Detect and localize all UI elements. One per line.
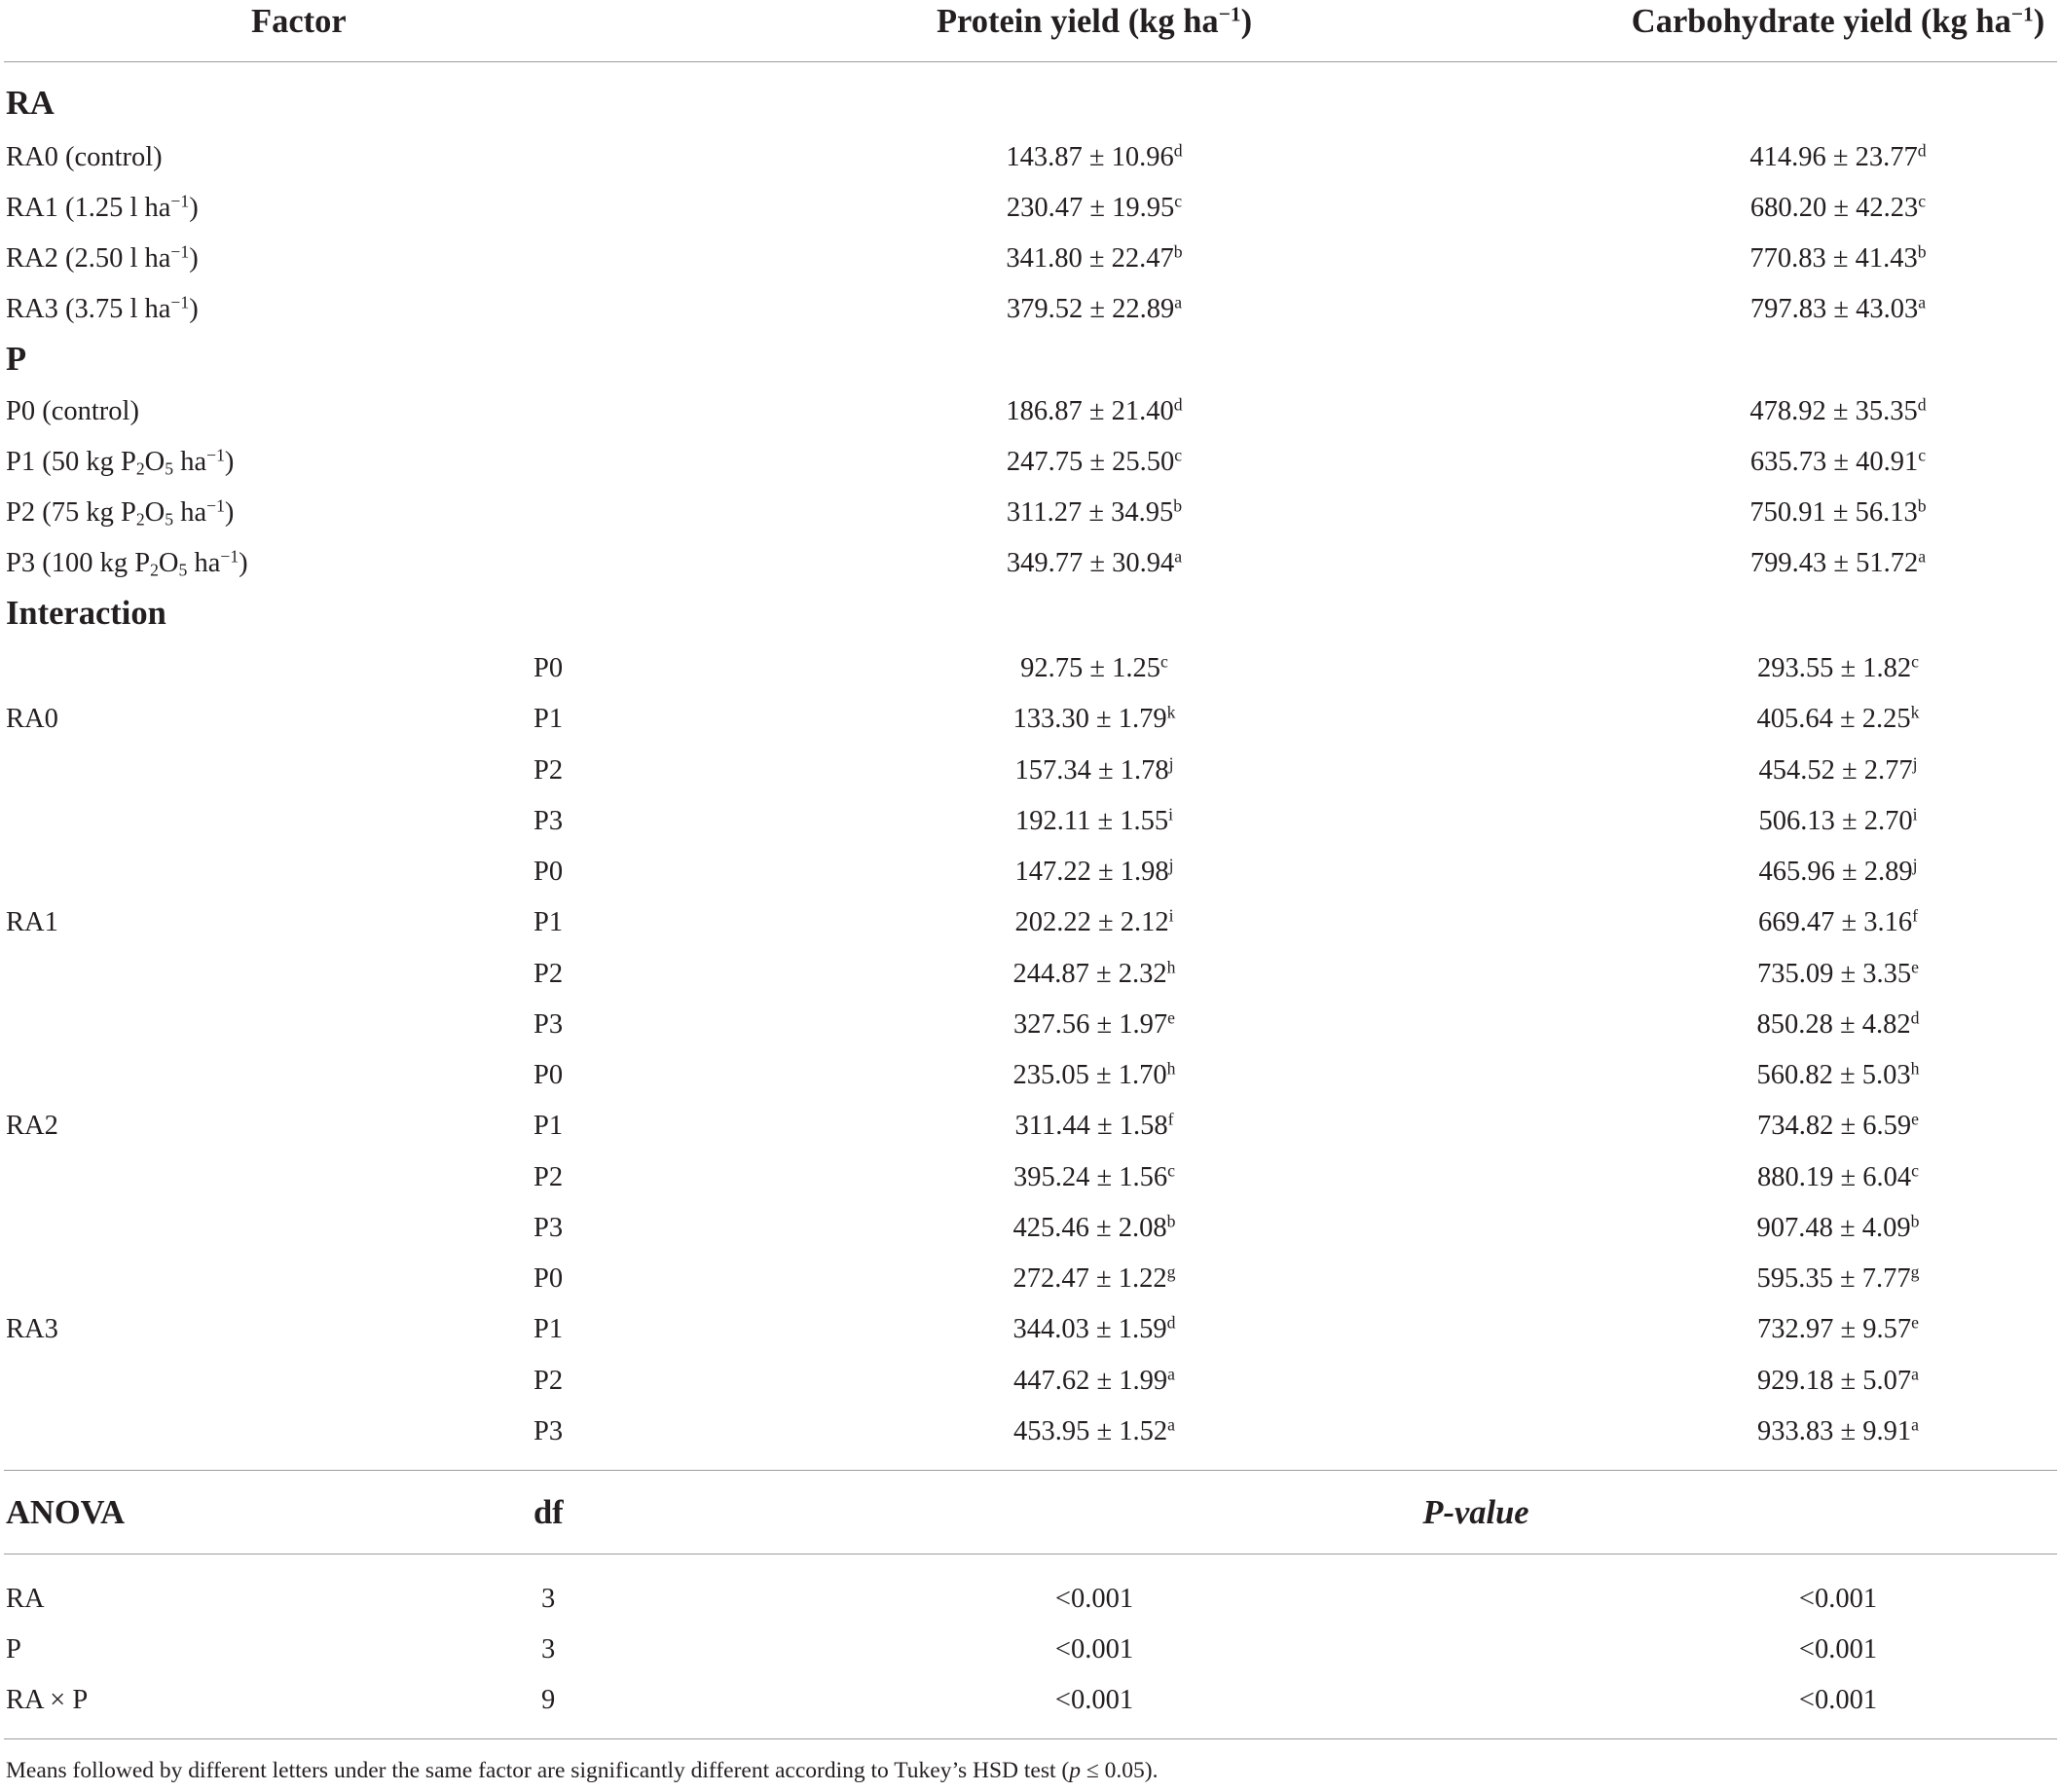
interaction-protein-cell: 344.03 ± 1.59$^d$ bbox=[1012, 1312, 1176, 1344]
interaction-carbohydrate-cell: 732.97 ± 9.57$^e$ bbox=[1757, 1312, 1919, 1344]
anova-row-protein: <0.001 bbox=[1054, 1584, 1134, 1614]
interaction-p-label: P2 bbox=[534, 1366, 564, 1396]
interaction-carbohydrate-cell: 880.19 ± 6.04$^c$ bbox=[1757, 1160, 1919, 1192]
anova-row-label: RA × P bbox=[6, 1685, 89, 1715]
section-interaction: Interaction bbox=[6, 595, 166, 632]
interaction-carbohydrate-cell: $506.13 \pm 2.70^i$ bbox=[1758, 804, 1918, 836]
ra-carbohydrate-cell: 680.20 ± 42.23$^c$ bbox=[1749, 191, 1927, 223]
p-carbohydrate-cell: 799.43 ± 51.72$^a$ bbox=[1749, 546, 1927, 578]
interaction-p-label: P1 bbox=[534, 907, 564, 937]
interaction-carbohydrate-cell: 735.09 ± 3.35$^e$ bbox=[1757, 957, 1919, 989]
ra-carbohydrate-cell: 797.83 ± 43.03$^a$ bbox=[1749, 292, 1927, 324]
header-factor: Factor bbox=[251, 3, 347, 40]
interaction-p-label: P3 bbox=[534, 1009, 564, 1040]
interaction-p-label: P2 bbox=[534, 1162, 564, 1192]
header-rule bbox=[4, 61, 2057, 62]
p-factor-label: P3 (100 kg $P_2O_5$ $ha^{-1}$) bbox=[6, 546, 248, 580]
p-protein-cell: 349.77 ± 30.94$^a$ bbox=[1006, 546, 1183, 578]
ra-protein-cell: 379.52 ± 22.89$^a$ bbox=[1006, 292, 1183, 324]
p-carbohydrate-cell: 750.91 ± 56.13$^b$ bbox=[1749, 495, 1927, 528]
interaction-protein-cell: $157.34 \pm 1.78^j$ bbox=[1014, 753, 1174, 786]
interaction-carbohydrate-cell: 933.83 ± 9.91$^a$ bbox=[1757, 1414, 1919, 1446]
interaction-carbohydrate-cell: $454.52 \pm 2.77^j$ bbox=[1758, 753, 1918, 786]
header-protein-yield: Protein yield (kg $ha^{-1}$) bbox=[936, 2, 1253, 40]
ra-factor-label: RA0 (control) bbox=[6, 142, 163, 172]
p-protein-cell: 186.87 ± 21.40$^d$ bbox=[1006, 394, 1183, 426]
interaction-protein-cell: 235.05 ± 1.70$^h$ bbox=[1012, 1058, 1176, 1090]
section-p: P bbox=[6, 341, 27, 378]
interaction-carbohydrate-cell: 850.28 ± 4.82$^d$ bbox=[1756, 1007, 1920, 1040]
ra-factor-label: RA3 (3.75 l $ha^{-1}$) bbox=[6, 292, 199, 324]
interaction-carbohydrate-cell: 907.48 ± 4.09$^b$ bbox=[1756, 1211, 1920, 1243]
anova-row-carbohydrate: <0.001 bbox=[1798, 1584, 1878, 1614]
anova-row-df: 9 bbox=[541, 1685, 556, 1715]
interaction-protein-cell: 395.24 ± 1.56$^c$ bbox=[1013, 1160, 1175, 1192]
interaction-protein-cell: 327.56 ± 1.97$^e$ bbox=[1013, 1007, 1175, 1040]
interaction-carbohydrate-cell: 293.55 ± 1.82$^c$ bbox=[1757, 651, 1919, 683]
p-factor-label: P1 (50 kg $P_2O_5$ $ha^{-1}$) bbox=[6, 445, 235, 479]
interaction-group-label: RA1 bbox=[6, 907, 58, 937]
anova-row-protein: <0.001 bbox=[1054, 1634, 1134, 1664]
interaction-carbohydrate-cell: 929.18 ± 5.07$^a$ bbox=[1757, 1364, 1919, 1396]
interaction-protein-cell: $192.11 \pm 1.55^i$ bbox=[1015, 804, 1173, 836]
anova-row-carbohydrate: <0.001 bbox=[1798, 1634, 1878, 1664]
anova-top-rule bbox=[4, 1470, 2057, 1471]
ra-protein-cell: 230.47 ± 19.95$^c$ bbox=[1006, 191, 1183, 223]
header-carbohydrate-yield: Carbohydrate yield (kg $ha^{-1}$) bbox=[1631, 2, 2045, 40]
interaction-carbohydrate-cell: 734.82 ± 6.59$^e$ bbox=[1757, 1109, 1919, 1141]
ra-factor-label: RA1 (1.25 l $ha^{-1}$) bbox=[6, 191, 199, 223]
interaction-carbohydrate-cell: 595.35 ± 7.77$^g$ bbox=[1756, 1262, 1920, 1294]
interaction-carbohydrate-cell: 560.82 ± 5.03$^h$ bbox=[1756, 1058, 1920, 1090]
ra-carbohydrate-cell: 770.83 ± 41.43$^b$ bbox=[1749, 241, 1927, 274]
anova-row-label: RA bbox=[6, 1584, 45, 1614]
p-protein-cell: 311.27 ± 34.95$^b$ bbox=[1006, 495, 1183, 528]
anova-row-df: 3 bbox=[541, 1584, 556, 1614]
interaction-p-label: P0 bbox=[534, 1060, 564, 1090]
anova-row-carbohydrate: <0.001 bbox=[1798, 1685, 1878, 1715]
anova-row-label: P bbox=[6, 1634, 21, 1664]
interaction-protein-cell: $202.22 \pm 2.12^i$ bbox=[1014, 905, 1174, 937]
interaction-carbohydrate-cell: 669.47 ± 3.16$^f$ bbox=[1757, 905, 1919, 937]
anova-row-protein: <0.001 bbox=[1054, 1685, 1134, 1715]
ra-protein-cell: 341.80 ± 22.47$^b$ bbox=[1006, 241, 1183, 274]
ra-factor-label: RA2 (2.50 l $ha^{-1}$) bbox=[6, 241, 199, 274]
interaction-protein-cell: $147.22 \pm 1.98^j$ bbox=[1014, 855, 1174, 887]
interaction-group-label: RA0 bbox=[6, 704, 58, 734]
p-factor-label: P0 (control) bbox=[6, 396, 139, 426]
interaction-p-label: P1 bbox=[534, 704, 564, 734]
anova-header-label: ANOVA bbox=[6, 1494, 126, 1531]
interaction-protein-cell: $133.30 \pm 1.79^k$ bbox=[1012, 702, 1176, 734]
p-carbohydrate-cell: 635.73 ± 40.91$^c$ bbox=[1749, 445, 1927, 477]
interaction-p-label: P2 bbox=[534, 755, 564, 786]
interaction-p-label: P0 bbox=[534, 1263, 564, 1294]
p-factor-label: P2 (75 kg $P_2O_5$ $ha^{-1}$) bbox=[6, 495, 235, 530]
ra-carbohydrate-cell: 414.96 ± 23.77$^d$ bbox=[1749, 140, 1927, 172]
interaction-group-label: RA3 bbox=[6, 1314, 58, 1344]
table-footnote: Means followed by different letters under the same factor are significantly different according to Tukey’s HSD test (p ≤ 0.05). bbox=[6, 1758, 1159, 1783]
interaction-carbohydrate-cell: $465.96 \pm 2.89^j$ bbox=[1758, 855, 1918, 887]
footnote-rule bbox=[4, 1738, 2057, 1739]
interaction-protein-cell: 447.62 ± 1.99$^a$ bbox=[1013, 1364, 1175, 1396]
interaction-p-label: P1 bbox=[534, 1111, 564, 1141]
anova-row-df: 3 bbox=[541, 1634, 556, 1664]
interaction-p-label: P2 bbox=[534, 959, 564, 989]
interaction-p-label: P3 bbox=[534, 1213, 564, 1243]
p-carbohydrate-cell: 478.92 ± 35.35$^d$ bbox=[1749, 394, 1927, 426]
section-ra: RA bbox=[6, 85, 55, 122]
interaction-group-label: RA2 bbox=[6, 1111, 58, 1141]
interaction-carbohydrate-cell: $405.64 \pm 2.25^k$ bbox=[1756, 702, 1920, 734]
interaction-p-label: P3 bbox=[534, 1416, 564, 1446]
ra-protein-cell: 143.87 ± 10.96$^d$ bbox=[1006, 140, 1183, 172]
p-protein-cell: 247.75 ± 25.50$^c$ bbox=[1006, 445, 1183, 477]
interaction-p-label: P0 bbox=[534, 653, 564, 683]
interaction-protein-cell: 272.47 ± 1.22$^g$ bbox=[1012, 1262, 1176, 1294]
interaction-protein-cell: 453.95 ± 1.52$^a$ bbox=[1013, 1414, 1175, 1446]
interaction-protein-cell: 311.44 ± 1.58$^f$ bbox=[1014, 1109, 1174, 1141]
anova-header-df: df bbox=[534, 1494, 564, 1531]
interaction-protein-cell: 92.75 ± 1.25$^c$ bbox=[1020, 651, 1168, 683]
interaction-protein-cell: 425.46 ± 2.08$^b$ bbox=[1012, 1211, 1176, 1243]
interaction-p-label: P3 bbox=[534, 806, 564, 836]
interaction-p-label: P0 bbox=[534, 857, 564, 887]
interaction-p-label: P1 bbox=[534, 1314, 564, 1344]
anova-header-pvalue: P-value bbox=[1422, 1494, 1529, 1531]
interaction-protein-cell: 244.87 ± 2.32$^h$ bbox=[1012, 957, 1176, 989]
